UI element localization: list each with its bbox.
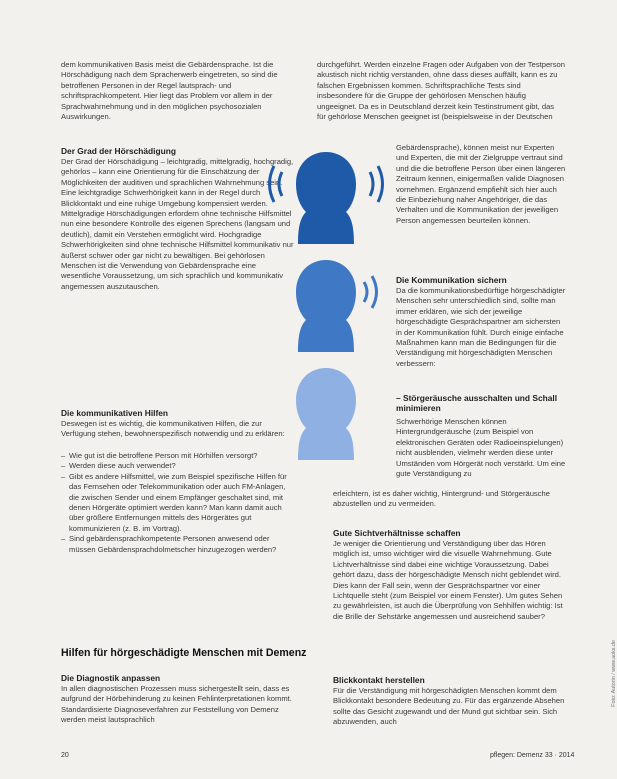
- text-kommunikation: Da die kommunikationsbedürftige hörgeschädigter Menschen sehr unterschiedlich sind, sollte man immer erklären, wie sich der jeweilige hörgeschädigte Gesprächspartner am sichersten in der Kommunikation fühlt. Durch einige einfache Maßnahmen kann man die Bedingungen für die Verständigung mit hörgeschädigten Menschen verbessern:: [396, 286, 566, 368]
- hearing-figure: [260, 148, 392, 468]
- heading-blickkontakt: Blickkontakt herstellen: [333, 675, 425, 685]
- intro-text: dem kommunikativen Basis meist die Gebärdensprache. Ist die Hörschädigung nach dem Spracherwerb eingetreten, so sind die betroffenen Personen in der Regel lautsprach- und schriftsprachkompetent. Hier liegt das Problem vor allem in der Sprachwahrnehmung und in den möglichen psychosozialen Auswirkungen.: [61, 60, 278, 122]
- head-low-hearing-icon: [296, 368, 356, 460]
- text-grad: Der Grad der Hörschädigung – leichtgradig, mittelgradig, hochgradig, gehörlos – kann eine Orientierung für die Einschätzung der Möglichkeiten der auditiven und sprachlichen Wahrnehmung sein. Eine leichtgradige Schwerhörigkeit kann in der Regel durch Blickkontakt und eine ruhige Umgebung kompensiert werden. Mittelgradige Hörschädigungen erfordern ohne technische Hilfsmittel nun eine besondere Kontrolle des eigenen Sprechens (langsam und deutlich), damit ein Verstehen ermöglicht wird. Hochgradige Schwerhörigkeiten sind ohne technische Hilfsmittel kommunikativ nur äußerst schwer oder gar nicht zu bewältigen. Bei gehörlosen Menschen ist die Verwendung von Gebärdensprache eine wesentliche Voraussetzung, um sich sprachlich und kommunikativ angemessen auszutauschen.: [61, 157, 294, 291]
- text-hilfen: Deswegen ist es wichtig, die kommunikativen Hilfen, die zur Verfügung stehen, bewohnerspezifisch notwendig und zu erklären:: [61, 419, 285, 439]
- list-item: – Gibt es andere Hilfsmittel, wie zum Beispiel spezifische Hilfen für das Fernsehen oder Telekommunikation oder auch FM-Anlagen, die zwischen Sender und einem Empfänger geschaltet sind, mit denen Hörgeräte optimiert werden kann? Man kann damit auch über größere Entfernungen mittels des Hörgerätes gut kommunizieren (z. B. im Vortrag).: [61, 472, 297, 534]
- section-title: Hilfen für hörgeschädigte Menschen mit Demenz: [61, 647, 307, 659]
- text-blickkontakt: Für die Verständigung mit hörgeschädigten Menschen kommt dem Blickkontakt besondere Bedeutung zu. Für das ergänzende Absehen sollte das Gesicht zugewandt und der Mund gut sichtbar sein. Sich abzuwenden, auch: [333, 686, 565, 727]
- head-mid-hearing-icon: [296, 260, 377, 352]
- text-stoergeraeusche-2: erleichtern, ist es daher wichtig, Hintergrund- und Störgeräusche abzustellen und zu vermeiden.: [333, 489, 550, 509]
- heading-hilfen: Die kommunikativen Hilfen: [61, 408, 169, 418]
- page-number: 20: [61, 752, 69, 759]
- heading-kommunikation: Die Kommunikation sichern: [396, 275, 507, 285]
- text-diagnostik: In allen diagnostischen Prozessen muss sichergestellt sein, dass es aufgrund der Hörbehinderung zu keinen Fehlinterpretationen kommt. Standardisierte Diagnoseverfahren zur Feststellung von Demenz werden meist lautsprachlich: [61, 684, 292, 725]
- text-right-top: durchgeführt. Werden einzelne Fragen oder Aufgaben von der Testperson akustisch nicht richtig verstanden, ohne dass dieses auffällt, kann es zu falschen Ergebnissen kommen. Schriftsprachliche Tests sind insbesondere für die Gruppe der gehörlosen Menschen häufig ungeeignet. Da es in Deutschland derzeit kein Testinstrument gibt, das für gehörlose Menschen geeignet ist (beispielsweise in der Deutschen: [317, 60, 565, 122]
- heading-grad: Der Grad der Hörschädigung: [61, 146, 176, 156]
- heading-sicht: Gute Sichtverhältnisse schaffen: [333, 528, 461, 538]
- heading-stoergeraeusche: – Störgeräusche ausschalten und Schall minimieren: [396, 393, 558, 413]
- text-stoergeraeusche: Schwerhörige Menschen können Hintergrundgeräusche (zum Beispiel von elektronischen Geräten oder Radioeinspielungen) nicht ausblenden, vielmehr werden diese unter Umständen vom Hörgerät noch verstärkt. Um eine gute Verständigung zu: [396, 417, 566, 479]
- list-item: – Wie gut ist die betroffene Person mit Hörhilfen versorgt?: [61, 451, 297, 461]
- photo-credit: Foto: Autorin / www.aoks.de: [611, 640, 617, 707]
- journal-footer: pflegen: Demenz 33 · 2014: [490, 752, 575, 759]
- text-beside-figure: Gebärdensprache), können meist nur Experten und Experten, die mit der Zielgruppe vertraut sind und die die betroffene Person über einen längeren Zeitraum kennen, einigermaßen valide Diagnosen vornehmen. Ergänzend empfiehlt sich hier auch die Einbeziehung naher Angehöriger, die das Verhalten und die Kommunikation der jeweiligen Person angemessen beurteilen können.: [396, 143, 566, 225]
- text-sicht: Je weniger die Orientierung und Verständigung über das Hören möglich ist, umso wichtiger wird die visuelle Wahrnehmung. Gute Lichtverhältnisse sind dabei eine wichtige Voraussetzung. Dabei gehört dazu, dass der hörgeschädigte Mensch nicht geblendet wird. Dies kann der Fall sein, wenn der Gesprächspartner vor einer Lichtquelle steht (zum Beispiel vor einem Fenster). Um gutes Sehen zu gewährleisten, ist auch die Überprüfung von Sehhilfen wichtig: Ist die Brille der Sehstärke angemessen und ausreichend sauber?: [333, 539, 563, 621]
- list-item: – Werden diese auch verwendet?: [61, 461, 297, 471]
- heading-diagnostik: Die Diagnostik anpassen: [61, 673, 161, 683]
- head-high-hearing-icon: [270, 152, 383, 244]
- list-item: – Sind gebärdensprachkompetente Personen anwesend oder müssen Gebärdensprachdolmetscher hinzugezogen werden?: [61, 534, 297, 555]
